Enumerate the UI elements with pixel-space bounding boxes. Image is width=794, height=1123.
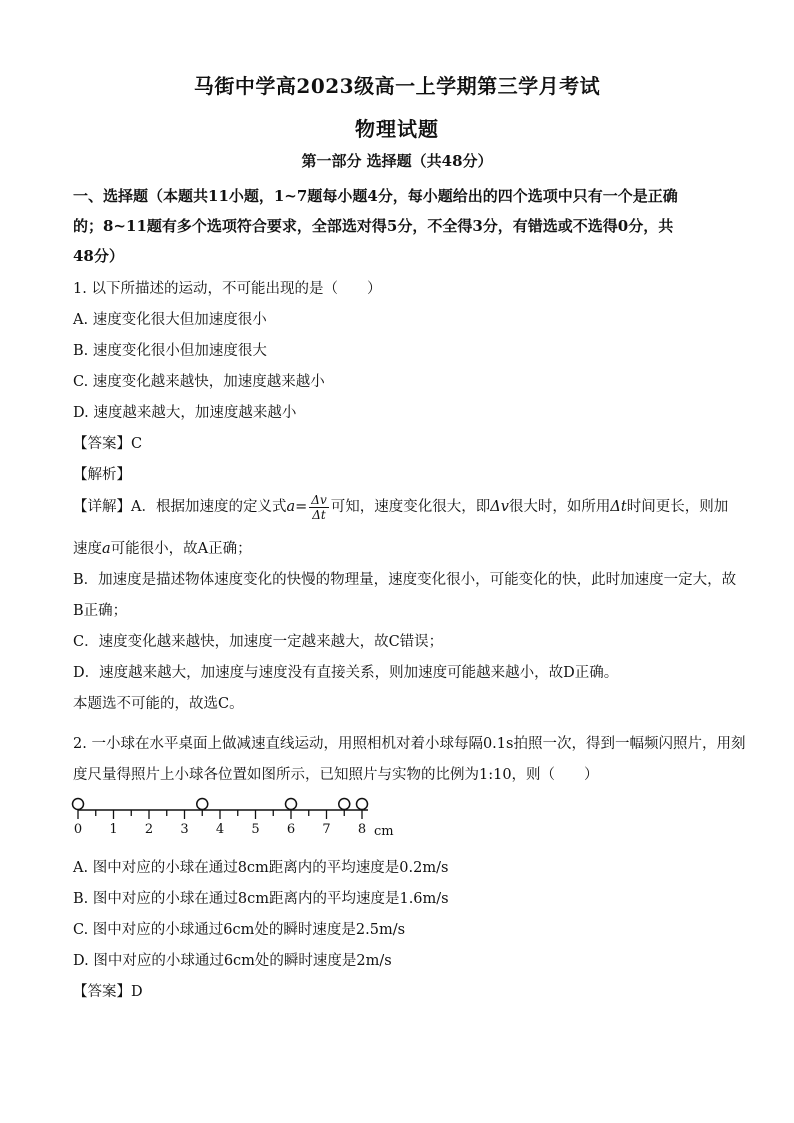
formula-equals: = xyxy=(295,499,308,515)
q1-detail-b-line1: B．加速度是描述物体速度变化的快慢的物理量，速度变化很小，可能变化的快，此时加速度一定大，故 xyxy=(73,572,737,588)
ball-position xyxy=(286,799,297,810)
ruler-figure xyxy=(60,788,400,844)
q1-detail-a-line1 xyxy=(73,492,729,522)
formula-a: a xyxy=(286,499,296,515)
ruler-label: 2 xyxy=(144,822,154,837)
q2-stem-line1: 2. 一小球在水平桌面上做减速直线运动，用照相机对着小球每隔0.1s拍照一次，得到一幅频闪照片，用刻 xyxy=(73,736,746,752)
ruler-label: 4 xyxy=(215,822,225,837)
ball-position xyxy=(197,799,208,810)
q1-detail-a-line2-post: 可能很小，故A正确； xyxy=(110,541,252,557)
fraction-denominator: Δt xyxy=(312,507,326,522)
q1-answer: 【答案】C xyxy=(73,436,143,452)
ruler-label: 0 xyxy=(73,822,83,837)
ball-position xyxy=(339,799,350,810)
q1-option-b: B. 速度变化很小但加速度很大 xyxy=(73,343,267,359)
part-heading: 第一部分 选择题（共48分） xyxy=(301,152,493,170)
q1-option-c: C. 速度变化越来越快，加速度越来越小 xyxy=(73,374,325,390)
q1-detail-a-mid2: 很大时，如所用 xyxy=(508,499,611,515)
ball-position xyxy=(357,799,368,810)
q1-detail-a-line2-pre: 速度 xyxy=(73,541,102,557)
section-instruction-line-1: 一、选择题（本题共11小题，1~7题每小题4分，每小题给出的四个选项中只有一个是正确 xyxy=(73,187,678,205)
ruler-label: 5 xyxy=(251,822,260,837)
q2-option-b: B. 图中对应的小球在通过8cm距离内的平均速度是1.6m/s xyxy=(73,891,449,907)
q2-option-d: D. 图中对应的小球通过6cm处的瞬时速度是2m/s xyxy=(73,953,392,969)
q1-conclusion: 本题选不可能的，故选C。 xyxy=(73,696,244,712)
q1-stem: 1. 以下所描述的运动，不可能出现的是（ ） xyxy=(73,281,382,297)
section-instruction-line-3: 48分） xyxy=(73,247,124,265)
ruler-label: 1 xyxy=(109,822,118,837)
q2-stem-line2: 度尺量得照片上小球各位置如图所示，已知照片与实物的比例为1:10，则（ ） xyxy=(73,767,599,783)
q1-detail-a-line2 xyxy=(73,537,723,558)
ruler-label: 8 xyxy=(357,822,367,837)
ruler-label: 7 xyxy=(322,822,331,837)
q1-detail-d: D．速度越来越大，加速度与速度没有直接关系，则加速度可能越来越小，故D正确。 xyxy=(73,665,619,681)
ruler-label: 3 xyxy=(180,822,189,837)
exam-title: 马街中学高2023级高一上学期第三学月考试 xyxy=(193,74,601,98)
q1-detail-a-pre: 【详解】A．根据加速度的定义式 xyxy=(73,499,287,515)
q2-option-c: C. 图中对应的小球通过6cm处的瞬时速度是2.5m/s xyxy=(73,922,406,938)
ruler-unit: cm xyxy=(374,824,394,839)
fraction-numerator: Δv xyxy=(311,492,327,507)
q1-detail-a-post: 时间更长，则加 xyxy=(626,499,729,515)
section-instruction-line-2: 的；8~11题有多个选项符合要求，全部选对得5分，不全得3分，有错选或不选得0分，共 xyxy=(73,217,674,235)
q1-detail-a-mid1: 可知，速度变化很大，即 xyxy=(330,499,491,515)
q1-option-d: D. 速度越来越大，加速度越来越小 xyxy=(73,405,297,421)
q1-detail-b-line2: B正确； xyxy=(73,603,128,619)
q1-analysis-label: 【解析】 xyxy=(73,467,131,483)
accel-fraction xyxy=(309,493,328,522)
a-variable: a xyxy=(102,541,111,557)
q1-option-a: A. 速度变化很大但加速度很小 xyxy=(73,312,267,328)
ball-position xyxy=(73,799,84,810)
q2-answer: 【答案】D xyxy=(73,984,143,1000)
q1-detail-c: C．速度变化越来越快，加速度一定越来越大，故C错误； xyxy=(73,634,444,650)
delta-v: Δv xyxy=(490,499,509,515)
ruler-label: 6 xyxy=(286,822,296,837)
delta-t: Δt xyxy=(610,499,627,515)
q2-option-a: A. 图中对应的小球在通过8cm距离内的平均速度是0.2m/s xyxy=(73,860,449,876)
subject-title: 物理试题 xyxy=(355,117,439,141)
